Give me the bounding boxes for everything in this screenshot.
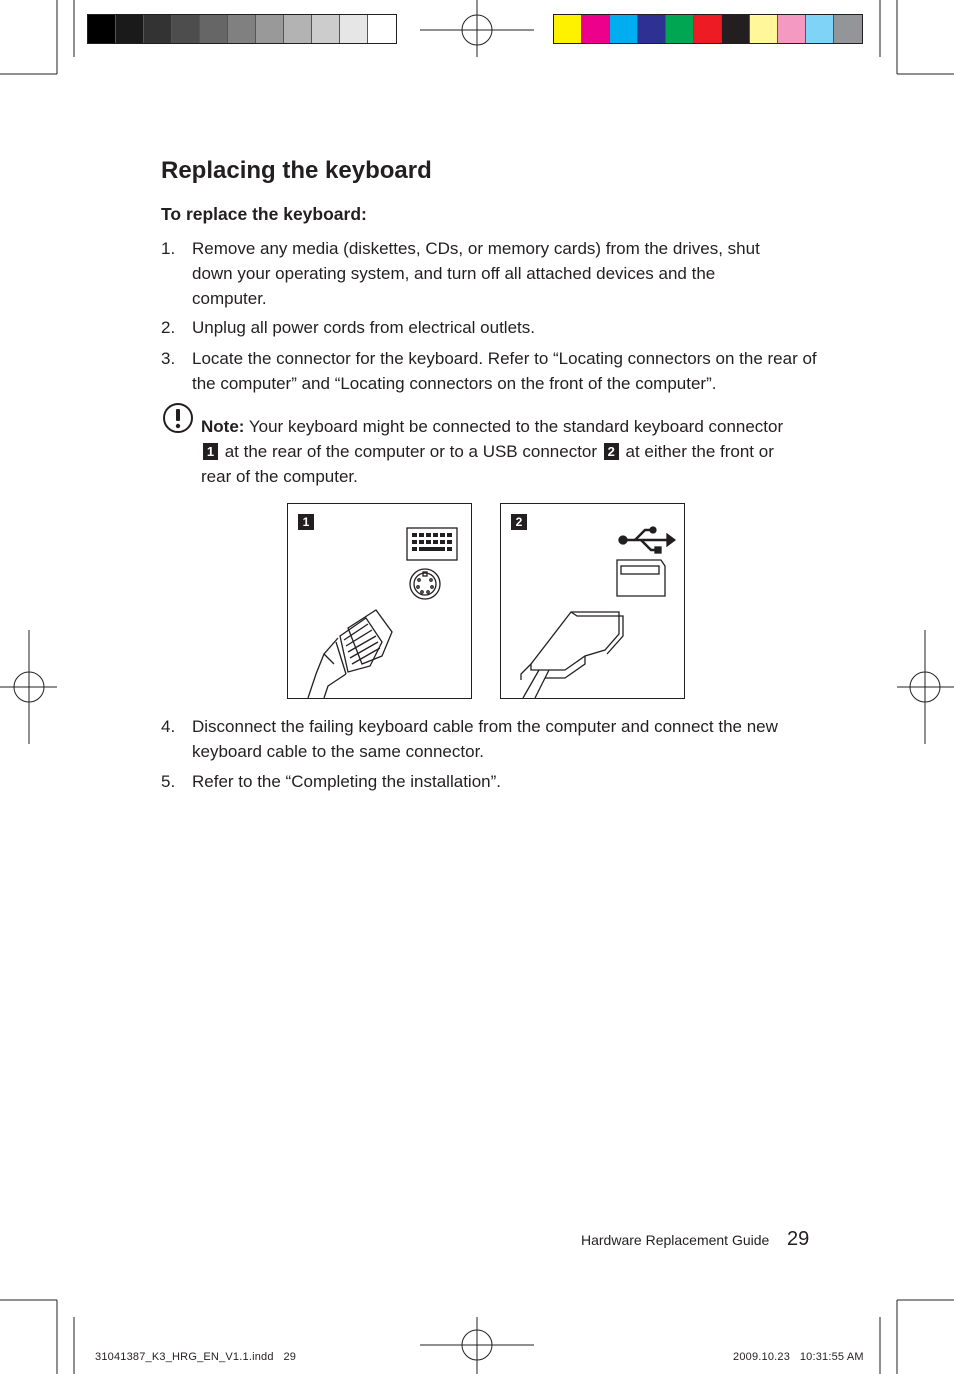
callout-badge-2: 2 [604,443,619,460]
step-4-text: Disconnect the failing keyboard cable from the computer and connect the new keyboard cable to the same connector. [192,717,778,761]
keyboard-connector-icon [288,504,471,698]
step-5-text: Refer to the “Completing the installation”. [192,772,501,791]
note-text-part1: Your keyboard might be connected to the standard keyboard connector [244,417,784,436]
page-title: Replacing the keyboard [161,157,432,184]
note-text-part2: at the rear of the computer or to a USB connector [220,442,602,461]
note-label: Note: [201,417,245,436]
slug-filename: 31041387_K3_HRG_EN_V1.1.indd 29 [95,1351,297,1363]
usb-connector-figure [500,503,685,699]
step-1-number: 1. [161,239,176,258]
note-text-part3: at either the front or rear of the computer. [201,442,774,486]
footer-title: Hardware Replacement Guide [581,1232,770,1248]
note-paragraph [201,414,801,489]
step-1-text: Remove any media (diskettes, CDs, or memory cards) from the drives, shut down your operating system, and turn off all attached devices and the computer. [192,239,760,308]
step-2-text: Unplug all power cords from electrical outlets. [192,318,535,337]
step-5-number: 5. [161,772,176,791]
step-3-number: 3. [161,349,176,368]
callout-badge-1: 1 [203,443,218,460]
step-4-number: 4. [161,717,176,736]
step-2-number: 2. [161,318,176,337]
page-number: 29 [787,1228,810,1250]
figure-badge-1: 1 [298,514,314,530]
figure-badge-2: 2 [511,514,527,530]
procedure-subtitle: To replace the keyboard: [161,204,367,224]
step-3-text: Locate the connector for the keyboard. Refer to “Locating connectors on the rear of the computer” and “Locating connectors on the front of the computer”. [192,349,817,393]
keyboard-connector-figure [287,503,472,699]
attention-icon [162,402,194,434]
usb-connector-icon [501,504,684,698]
slug-timestamp: 2009.10.23 10:31:55 AM [733,1351,864,1363]
